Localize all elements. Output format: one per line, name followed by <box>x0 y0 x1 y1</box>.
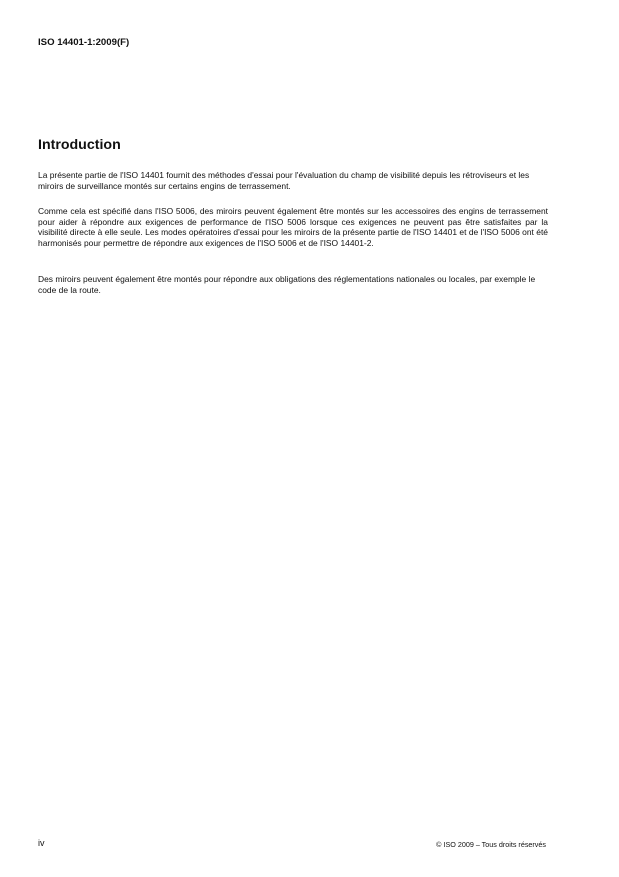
copyright-notice: © ISO 2009 – Tous droits réservés <box>436 840 546 849</box>
document-header-id: ISO 14401-1:2009(F) <box>38 37 130 48</box>
section-title: Introduction <box>38 137 121 153</box>
intro-paragraph-2: Comme cela est spécifié dans l'ISO 5006, des miroirs peuvent également être montés sur les accessoires des engins de terrassement pour aider à répondre aux exigences de performance de l'ISO 5006 lorsque ces exigences ne peuvent pas être satisfaites par la visibilité directe à elle seule. Les modes opératoires d'essai pour les miroirs de la présente partie de l'ISO 14401 et de l'ISO 5006 ont été harmonisés pour permettre de répondre aux exigences de l'ISO 5006 et de l'ISO 14401-2. <box>38 206 548 248</box>
intro-paragraph-1: La présente partie de l'ISO 14401 fournit des méthodes d'essai pour l'évaluation du champ de visibilité depuis les rétroviseurs et les miroirs de surveillance montés sur certains engins de terrassement. <box>38 170 530 191</box>
intro-paragraph-3: Des miroirs peuvent également être montés pour répondre aux obligations des réglementations nationales ou locales, par exemple le code de la route. <box>38 274 536 295</box>
page-number: iv <box>38 838 45 848</box>
